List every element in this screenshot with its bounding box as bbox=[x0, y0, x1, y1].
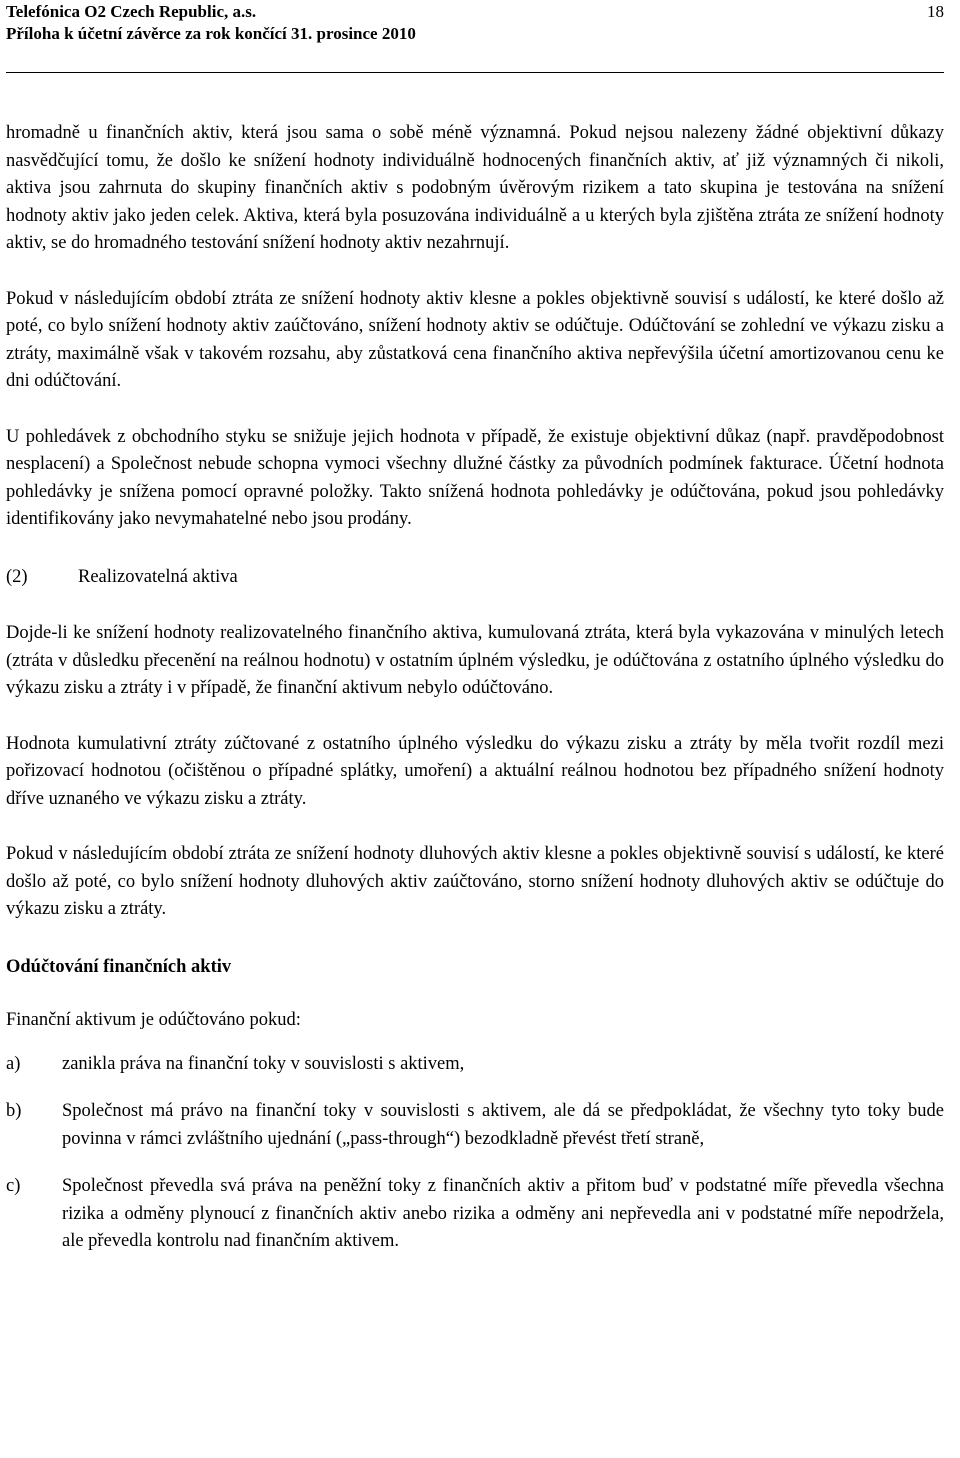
list-marker: b) bbox=[6, 1101, 22, 1121]
section-number: (2) bbox=[6, 566, 28, 587]
list-item-text: Společnost má právo na finanční toky v souvislosti s aktivem, ale dá se předpokládat, že všechny tyto toky bude povinna v rámci zvláštního ujednání („pass-through“) bezodkladně převést třetí straně, bbox=[62, 1101, 944, 1149]
section-heading bbox=[6, 564, 944, 592]
section-title: Odúčtování finančních aktiv bbox=[6, 956, 232, 977]
list-item bbox=[6, 1098, 944, 1153]
paragraph: Pokud v následujícím období ztráta ze snížení hodnoty aktiv klesne a pokles objektivně souvisí s událostí, ke které došlo až poté, co bylo snížení hodnoty aktiv zaúčtováno, snížení hodnoty aktiv se odúčtuje. Odúčtování se zohlední ve výkazu zisku a ztráty, maximálně však v takovém rozsahu, aby zůstatková cena finančního aktiva nepřevýšila účetní amortizovanou cenu ke dni odúčtování. bbox=[6, 288, 944, 391]
paragraph: U pohledávek z obchodního styku se snižuje jejich hodnota v případě, že existuje objektivní důkaz (např. pravděpodobnost nesplacení) a Společnost nebude schopna vymoci všechny dlužné částky za původních podmínek fakturace. Účetní hodnota pohledávky je snížena pomocí opravné položky. Takto snížená hodnota pohledávky je odúčtována, pokud jsou pohledávky identifikovány jako nevymahatelné nebo jsou prodány. bbox=[6, 426, 944, 529]
list-item-text: zanikla práva na finanční toky v souvislosti s aktivem, bbox=[62, 1053, 465, 1074]
section-title-text: Realizovatelná aktiva bbox=[78, 566, 238, 587]
paragraph: Hodnota kumulativní ztráty zúčtované z ostatního úplného výsledku do výkazu zisku a ztráty by měla tvořit rozdíl mezi pořizovací hodnotou (očištěnou o případné splátky, umoření) a aktuální reálnou hodnotou bez případného snížení hodnoty dříve uznaného ve výkazu zisku a ztráty. bbox=[6, 733, 944, 809]
list-item-text: Společnost převedla svá práva na peněžní toky z finančních aktiv a přitom buď v podstatné míře převedla všechna rizika a odměny plynoucí z finančních aktiv anebo rizika a odměny ani nepřevedla ani v podstatné míře nepodržela, ale převedla kontrolu nad finančním aktivem. bbox=[62, 1176, 944, 1251]
list-item bbox=[6, 1051, 944, 1079]
company-name: Telefónica O2 Czech Republic, a.s. bbox=[6, 2, 257, 21]
paragraph: Dojde-li ke snížení hodnoty realizovatelného finančního aktiva, kumulovaná ztráta, která byla vykazována v minulých letech (ztráta v důsledku přecenění na reálnou hodnotu) v ostatním úplném výsledku, je odúčtována z ostatního úplného výsledku do výkazu zisku a ztráty i v případě, že finanční aktivum nebylo odúčtováno. bbox=[6, 623, 944, 698]
paragraph: Pokud v následujícím období ztráta ze snížení hodnoty dluhových aktiv klesne a pokles objektivně souvisí s událostí, ke které došlo až poté, co bylo snížení hodnoty dluhových aktiv zaúčtováno, storno snížení hodnoty dluhových aktiv se odúčtuje do výkazu zisku a ztráty. bbox=[6, 844, 944, 919]
intro-text: Finanční aktivum je odúčtováno pokud: bbox=[6, 1010, 301, 1030]
list-marker: a) bbox=[6, 1053, 21, 1074]
list-item bbox=[6, 1173, 944, 1256]
list-marker: c) bbox=[6, 1176, 21, 1196]
document-body bbox=[6, 120, 944, 1276]
paragraph: hromadně u finančních aktiv, která jsou sama o sobě méně významná. Pokud nejsou nalezeny žádné objektivní důkazy nasvědčující tomu, že došlo ke snížení hodnoty individuálně hodnocených finančních aktiv, ať již významných či nikoli, aktiva jsou zahrnuta do skupiny finančních aktiv s podobným úvěrovým rizikem a tato skupina je testována na snížení hodnoty aktiv jako jeden celek. Aktiva, která byla posuzována individuálně a u kterých byla zjištěna ztráta ze snížení hodnoty aktiv, se do hromadného testování snížení hodnoty aktiv nezahrnují. bbox=[6, 123, 944, 253]
page-number: 18 bbox=[927, 2, 944, 21]
page-header bbox=[6, 0, 944, 73]
document-page bbox=[6, 0, 944, 1251]
document-subtitle: Příloha k účetní závěrce za rok končící 31. prosince 2010 bbox=[6, 24, 416, 43]
